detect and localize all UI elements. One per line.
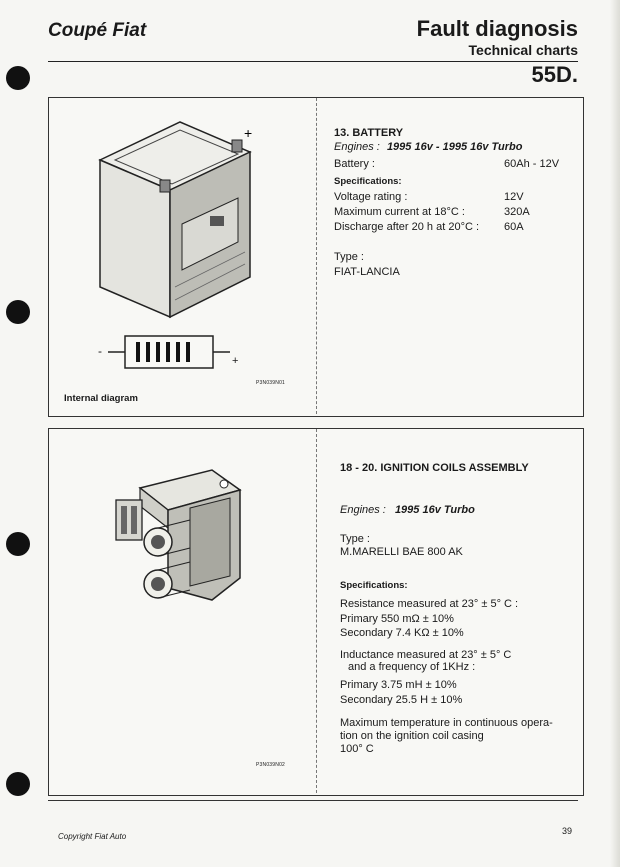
coils-heading: 18 - 20. IGNITION COILS ASSEMBLY <box>340 462 529 474</box>
ignition-coil-illustration <box>112 468 252 618</box>
header-rule <box>48 61 578 62</box>
binder-hole <box>6 66 30 90</box>
battery-engines <box>334 140 523 154</box>
type-label: Type : <box>340 533 370 545</box>
copyright: Copyright Fiat Auto <box>58 832 127 841</box>
binder-hole <box>6 532 30 556</box>
battery-illustration <box>70 112 270 382</box>
engines-value: 1995 16v Turbo <box>394 504 475 516</box>
figure-ref: P3N039N02 <box>256 762 286 768</box>
page-edge-shadow <box>610 0 620 867</box>
engines-value: 1995 16v - 1995 16v Turbo <box>386 141 523 153</box>
inductance-intro: Inductance measured at 23° ± 5° C <box>340 649 512 661</box>
plus-sign: + <box>232 355 239 367</box>
svg-text:+: + <box>244 125 253 141</box>
maxtemp-line-2: tion on the ignition coil casing <box>340 730 484 742</box>
resistance-intro: Resistance measured at 23° ± 5° C : <box>340 598 519 610</box>
inductance-secondary: Secondary 25.5 H ± 10% <box>340 694 463 706</box>
resistance-secondary: Secondary 7.4 KΩ ± 10% <box>340 627 464 639</box>
footer-rule <box>48 800 578 801</box>
maxtemp-line-3: 100° C <box>340 743 374 755</box>
battery-heading: 13. BATTERY <box>334 127 404 139</box>
engines-label: Engines : <box>334 141 380 153</box>
page-title: Fault diagnosis <box>416 16 578 41</box>
coils-engines <box>340 503 475 517</box>
inductance-primary: Primary 3.75 mH ± 10% <box>340 679 457 691</box>
section-code: 55D. <box>531 62 578 87</box>
binder-hole <box>6 772 30 796</box>
specs-heading: Specifications: <box>334 176 402 187</box>
type-value: M.MARELLI BAE 800 AK <box>340 546 463 558</box>
engines-label: Engines : <box>340 504 386 516</box>
spec-label: Maximum current at 18°C : <box>334 206 465 218</box>
spec-value: 12V <box>504 191 524 203</box>
panel-divider <box>316 429 317 793</box>
page-number: 39 <box>561 826 572 836</box>
minus-sign: - <box>98 344 102 358</box>
diagram-caption: Internal diagram <box>64 393 138 404</box>
spec-label: Voltage rating : <box>334 191 408 203</box>
spec-value: 320A <box>504 206 530 218</box>
specs-heading: Specifications: <box>340 580 408 591</box>
battery-value: 60Ah - 12V <box>504 158 560 170</box>
figure-ref: P3N039N01 <box>256 380 286 386</box>
inductance-intro-cont: and a frequency of 1KHz : <box>348 661 476 673</box>
spec-label: Discharge after 20 h at 20°C : <box>334 221 480 233</box>
resistance-primary: Primary 550 mΩ ± 10% <box>340 613 454 625</box>
type-label: Type : <box>334 251 364 263</box>
binder-hole <box>6 300 30 324</box>
type-value: FIAT-LANCIA <box>334 266 400 278</box>
brand-title: Coupé Fiat <box>48 20 147 41</box>
maxtemp-line-1: Maximum temperature in continuous opera- <box>340 717 553 729</box>
battery-label: Battery : <box>334 158 375 170</box>
page-subtitle: Technical charts <box>468 42 578 58</box>
panel-divider <box>316 98 317 414</box>
spec-value: 60A <box>504 221 524 233</box>
